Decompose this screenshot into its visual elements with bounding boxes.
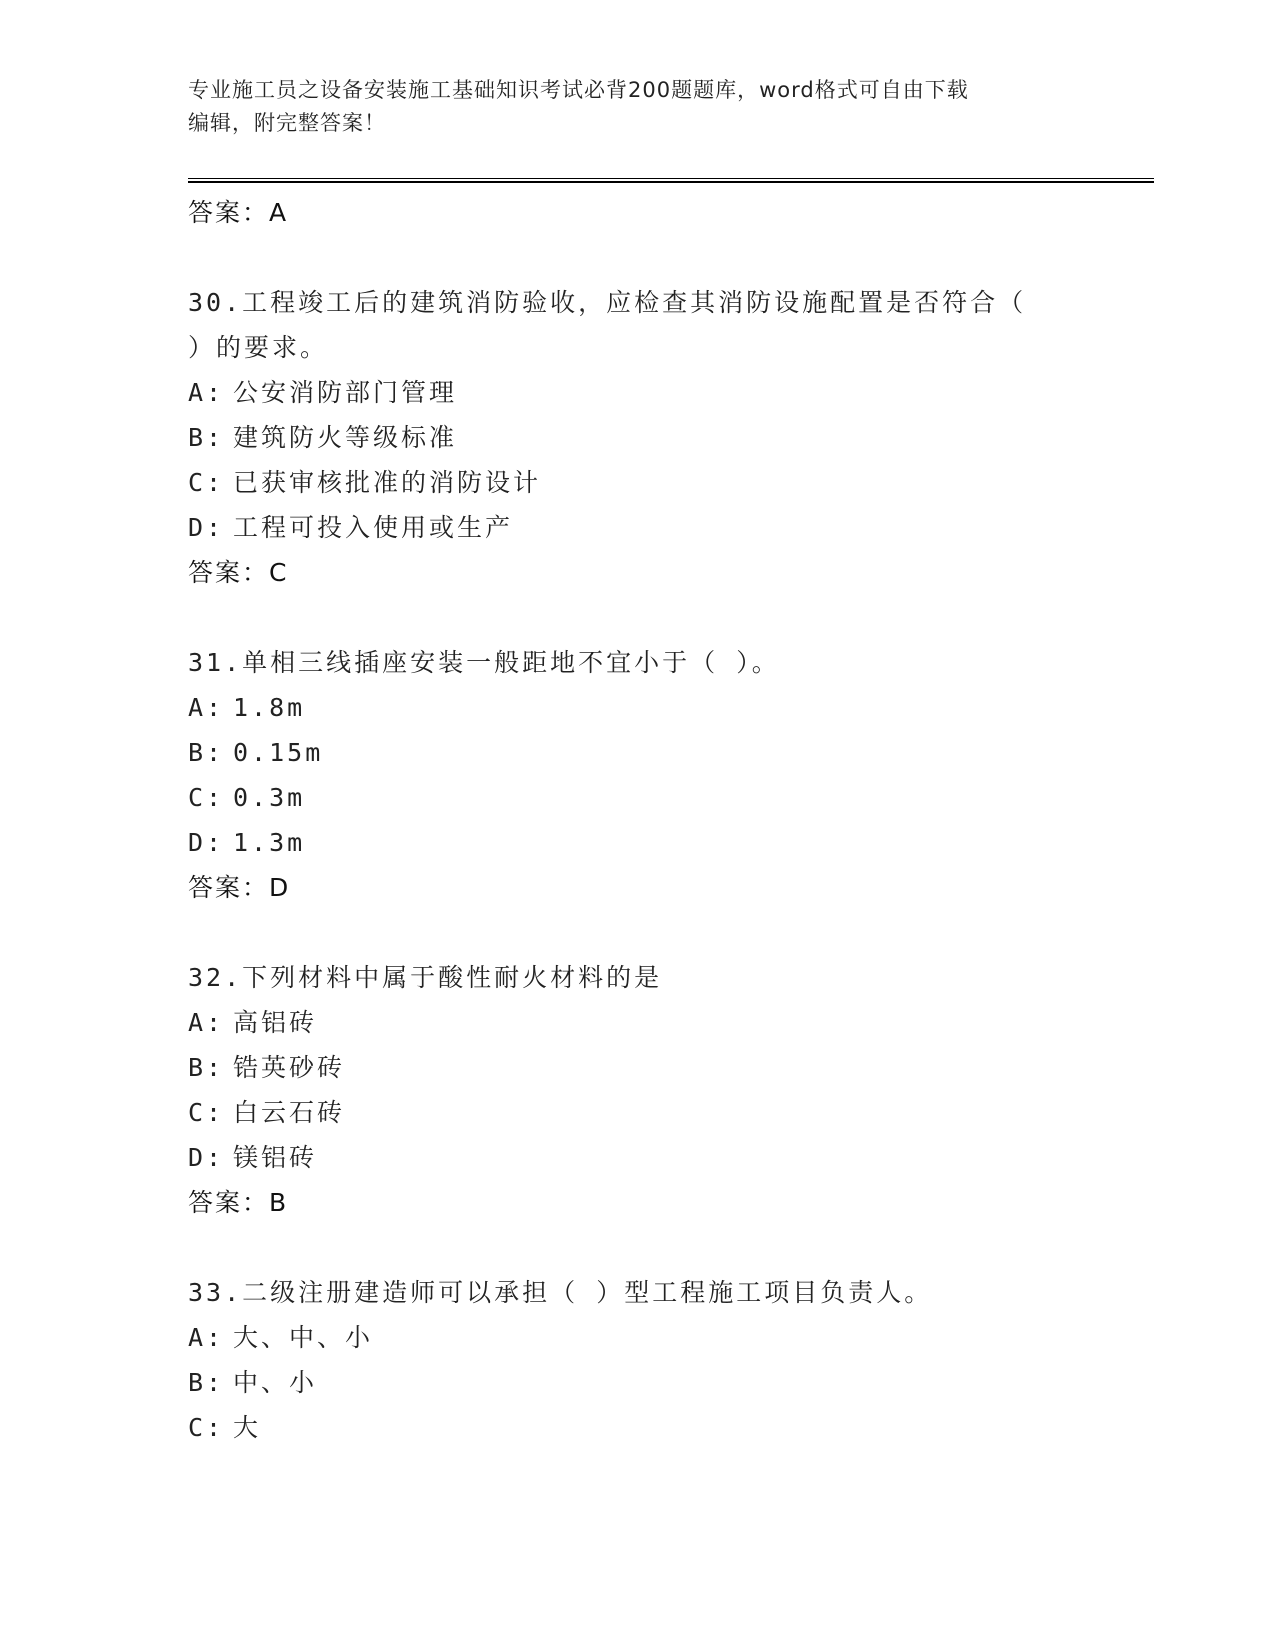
option-text: 白云石砖 [233, 1098, 346, 1127]
option-d [188, 1135, 1128, 1180]
option-c [188, 1090, 1128, 1135]
answer-line [188, 865, 1128, 911]
option-c [188, 775, 1128, 820]
option-text: 镁铝砖 [233, 1143, 318, 1172]
option-letter: C: [188, 783, 225, 812]
option-d [188, 820, 1128, 865]
answer-label: 答案： [188, 198, 270, 227]
question-stem: 33.二级注册建造师可以承担（ ）型工程施工项目负责人。 [188, 1278, 933, 1307]
option-b [188, 1360, 1128, 1405]
option-letter: C: [188, 1413, 225, 1442]
question-32 [188, 955, 1128, 1226]
question-33 [188, 1270, 1128, 1450]
option-letter: A: [188, 1323, 225, 1352]
option-letter: D: [188, 513, 225, 542]
answer-value: B [269, 1188, 287, 1217]
option-b [188, 730, 1128, 775]
option-text: 0.3m [233, 783, 306, 812]
answer-value: D [269, 873, 289, 902]
option-letter: B: [188, 1368, 225, 1397]
option-text: 大 [233, 1413, 262, 1442]
option-a [188, 370, 1128, 415]
answer-line [188, 1180, 1128, 1226]
option-c [188, 1405, 1128, 1450]
answer-line [188, 550, 1128, 596]
question-stem: 30.工程竣工后的建筑消防验收，应检查其消防设施配置是否符合（ [188, 288, 1027, 317]
option-letter: A: [188, 693, 225, 722]
header-title-line-2: 编辑，附完整答案！ [188, 111, 386, 135]
option-letter: B: [188, 1053, 225, 1082]
question-list [188, 190, 1128, 1450]
option-text: 0.15m [233, 738, 324, 767]
option-b [188, 415, 1128, 460]
question-31 [188, 640, 1128, 911]
question-stem: 32.下列材料中属于酸性耐火材料的是 [188, 963, 663, 992]
answer-label: 答案： [188, 873, 270, 902]
option-b [188, 1045, 1128, 1090]
option-text: 中、小 [233, 1368, 318, 1397]
option-text: 已获审核批准的消防设计 [233, 468, 542, 497]
question-stem-continued: ）的要求。 [188, 333, 329, 362]
option-letter: A: [188, 1008, 225, 1037]
option-text: 建筑防火等级标准 [233, 423, 458, 452]
option-c [188, 460, 1128, 505]
answer-value: C [269, 558, 287, 587]
option-text: 公安消防部门管理 [233, 378, 458, 407]
question-30 [188, 280, 1128, 596]
option-d [188, 505, 1128, 550]
option-letter: D: [188, 1143, 225, 1172]
option-letter: A: [188, 378, 225, 407]
answer-label: 答案： [188, 1188, 270, 1217]
option-a [188, 685, 1128, 730]
header-title-line-1: 专业施工员之设备安装施工基础知识考试必背200题题库，word格式可自由下载 [188, 78, 969, 102]
option-letter: C: [188, 1098, 225, 1127]
option-letter: B: [188, 423, 225, 452]
option-text: 锆英砂砖 [233, 1053, 346, 1082]
document-header [188, 74, 1088, 140]
option-text: 1.3m [233, 828, 306, 857]
option-a [188, 1000, 1128, 1045]
option-text: 大、中、小 [233, 1323, 374, 1352]
header-divider [188, 178, 1154, 183]
option-text: 1.8m [233, 693, 306, 722]
option-letter: D: [188, 828, 225, 857]
answer-line [188, 190, 1128, 236]
question-stem: 31.单相三线插座安装一般距地不宜小于（ ）。 [188, 648, 780, 677]
answer-value: A [269, 198, 287, 227]
option-letter: C: [188, 468, 225, 497]
option-text: 工程可投入使用或生产 [233, 513, 514, 542]
option-letter: B: [188, 738, 225, 767]
answer-label: 答案： [188, 558, 270, 587]
option-text: 高铝砖 [233, 1008, 318, 1037]
option-a [188, 1315, 1128, 1360]
